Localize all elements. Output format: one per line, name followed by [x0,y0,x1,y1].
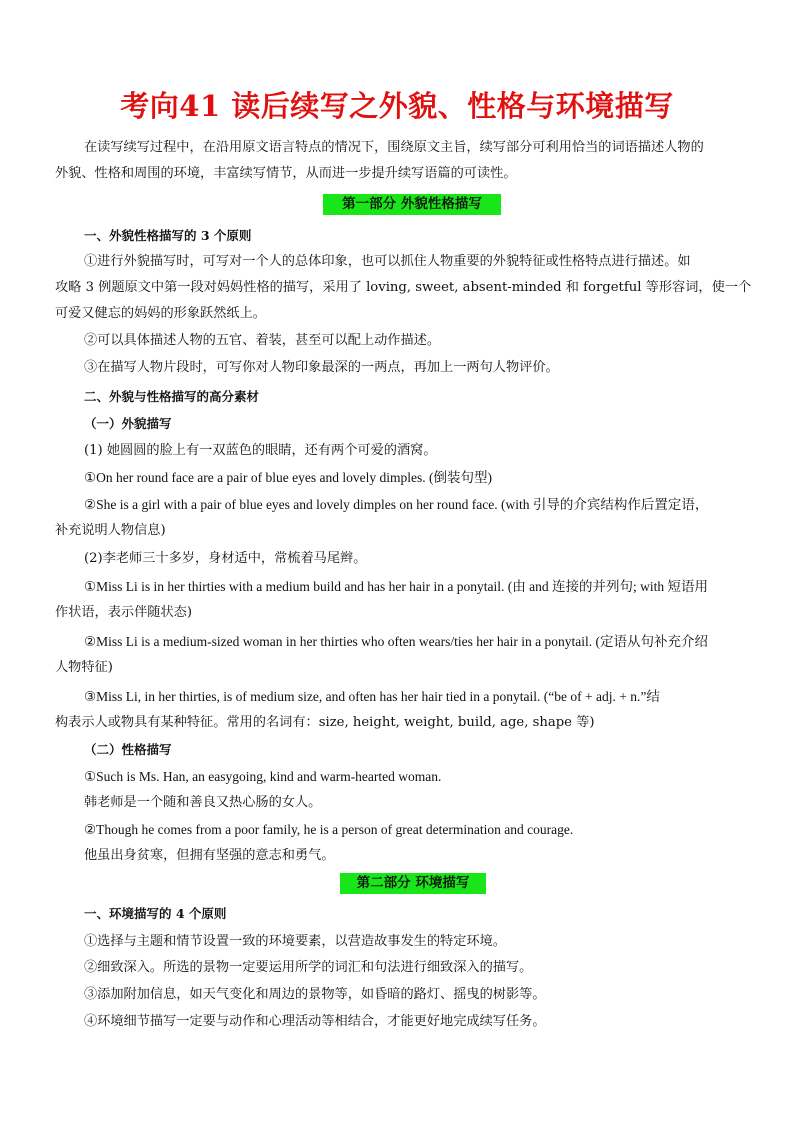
heading-materials: 二、外貌与性格描写的高分素材 [84,389,260,404]
env-principle-2: ②细致深入。所选的景物一定要运用所学的词汇和句法进行细致深入的描写。 [84,960,533,975]
subheading-appearance: （一）外貌描写 [84,416,172,431]
section-label-part1: 第一部分 外貌性格描写 [323,194,501,215]
example-2-cn: (2)李老师三十多岁，身材适中，常梳着马尾辫。 [84,551,367,566]
example-2-c-line-1: ③Miss Li, in her thirties, is of medium size, and often has her hair tied in a ponytail. (“be of + adj. + n.”结 [84,689,660,704]
example-2-a-line-2: 作状语，表示伴随状态) [55,605,193,620]
example-2-c-line-2: 构表示人或物具有某种特征。常用的名词有：size, height, weight, build, age, shape 等) [55,715,595,730]
env-principle-1: ①选择与主题和情节设置一致的环境要素，以营造故事发生的特定环境。 [84,934,506,949]
intro-line-2: 外貌、性格和周围的环境，丰富续写情节，从而进一步提升续写语篇的可读性。 [55,166,517,181]
subheading-character: （二）性格描写 [84,742,172,757]
character-1-en: ①Such is Ms. Han, an easygoing, kind and warm-hearted woman. [84,769,442,784]
principle-1-line-3: 可爱又健忘的妈妈的形象跃然纸上。 [55,306,266,321]
character-1-cn: 韩老师是一个随和善良又热心肠的女人。 [84,795,322,810]
principle-2: ②可以具体描述人物的五官、着装，甚至可以配上动作描述。 [84,333,441,348]
principle-3: ③在描写人物片段时，可写你对人物印象最深的一两点，再加上一两句人物评价。 [84,360,559,375]
env-principle-3: ③添加附加信息，如天气变化和周边的景物等，如昏暗的路灯、摇曳的树影等。 [84,987,546,1002]
example-1-b-line-1: ②She is a girl with a pair of blue eyes and lovely dimples on her round face. (with 引导的介宾结构作后置定语， [84,497,709,512]
example-1-b-line-2: 补充说明人物信息) [55,523,166,538]
example-2-b-line-2: 人物特征) [55,660,113,675]
heading-environment-principles: 一、环境描写的 4 个原则 [84,906,227,921]
character-2-en: ②Though he comes from a poor family, he is a person of great determination and courage. [84,822,574,837]
example-2-b-line-1: ②Miss Li is a medium-sized woman in her thirties who often wears/ties her hair in a ponytail. (定语从句补充介绍 [84,634,708,649]
principle-1-line-1: ①进行外貌描写时，可写对一个人的总体印象，也可以抓住人物重要的外貌特征或性格特点进行描述。如 [84,254,691,269]
example-1-a: ①On her round face are a pair of blue eyes and lovely dimples. (倒装句型) [84,470,492,485]
principle-1-line-2: 攻略 3 例题原文中第一段对妈妈性格的描写，采用了 loving, sweet, absent-minded 和 forgetful 等形容词，使一个 [55,280,752,295]
env-principle-4: ④环境细节描写一定要与动作和心理活动等相结合，才能更好地完成续写任务。 [84,1014,546,1029]
page-title: 考向41 读后续写之外貌、性格与环境描写 [120,89,674,123]
example-1-cn: (1) 她圆圆的脸上有一双蓝色的眼睛，还有两个可爱的酒窝。 [84,443,437,458]
intro-line-1: 在读写续写过程中，在沿用原文语言特点的情况下，围绕原文主旨，续写部分可利用恰当的词语描述人物的 [84,140,704,155]
example-2-a-line-1: ①Miss Li is in her thirties with a medium build and has her hair in a ponytail. (由 and 连接的并列句; with 短语用 [84,579,709,594]
section-label-part2: 第二部分 环境描写 [340,873,486,894]
heading-appearance-principles: 一、外貌性格描写的 3 个原则 [84,228,252,243]
character-2-cn: 他虽出身贫寒，但拥有坚强的意志和勇气。 [84,848,335,863]
